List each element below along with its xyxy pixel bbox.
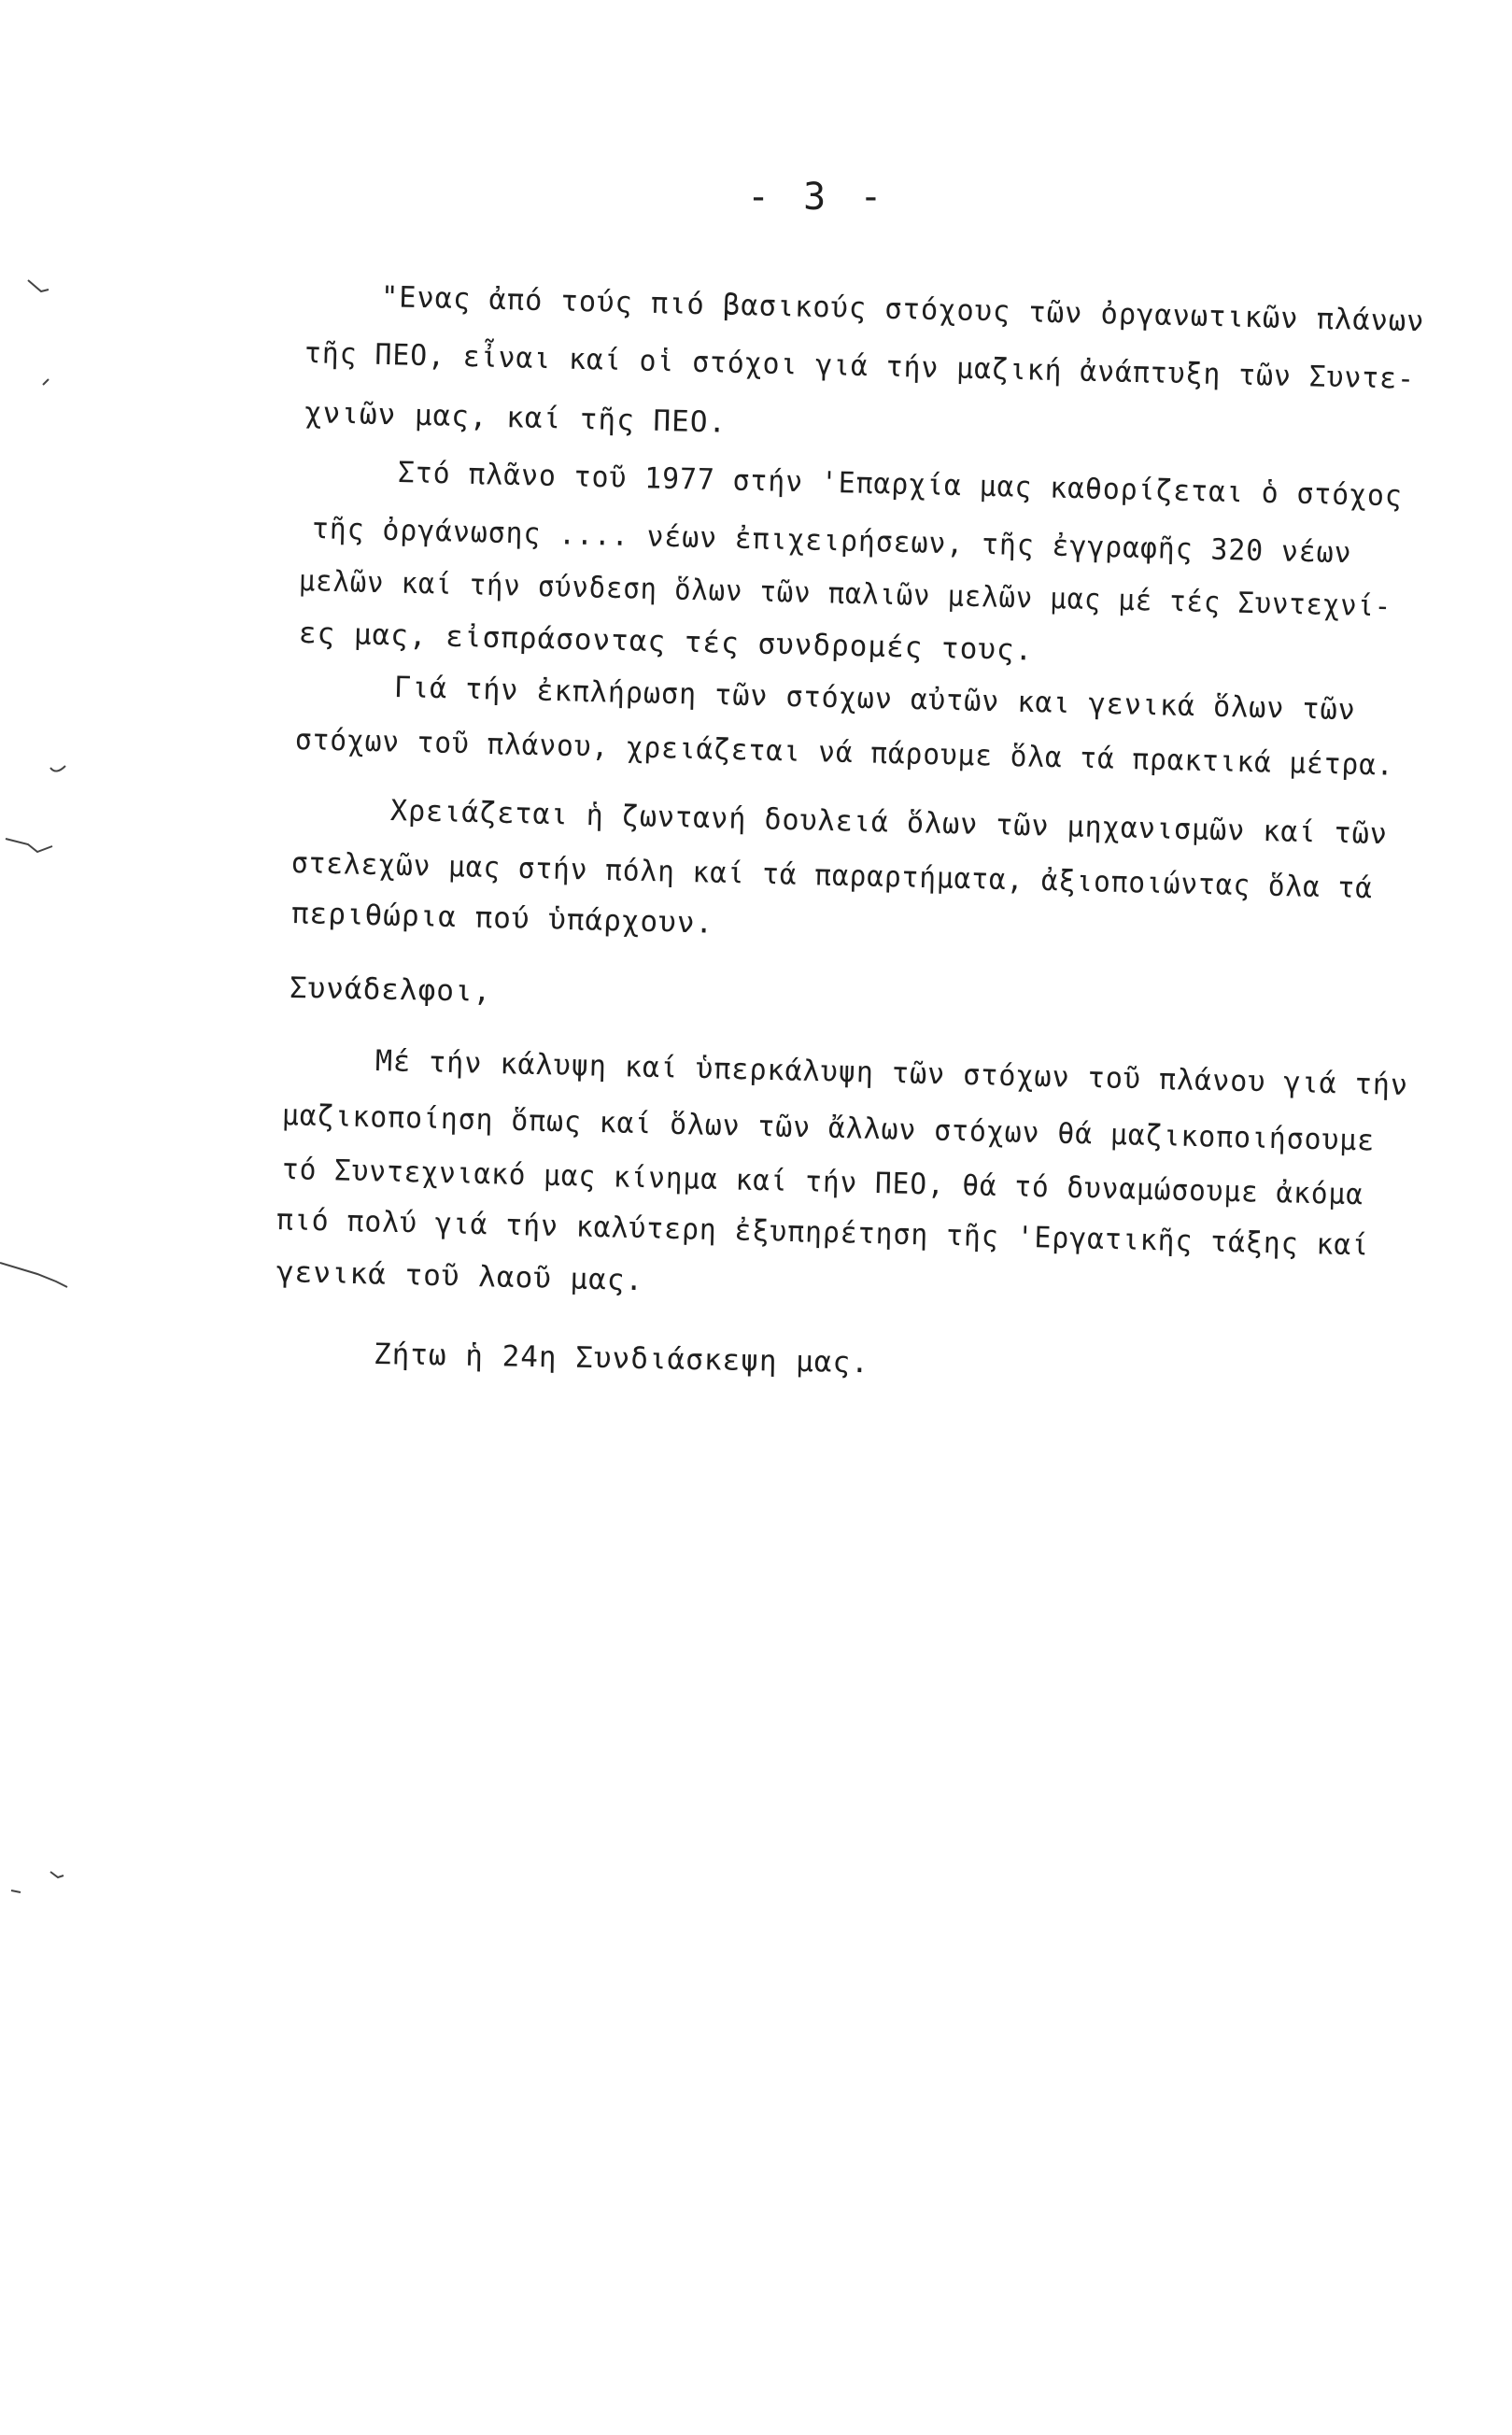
paragraph-4-line-1: Χρειάζεται ἡ ζωντανή δουλειά ὅλων τῶν μηχανισμῶν καί τῶν [389, 794, 1389, 852]
paragraph-5-line-1: Μέ τήν κάλυψη καί ὑπερκάλυψη τῶν στόχων τοῦ πλάνου γιά τήν [374, 1044, 1409, 1103]
paragraph-4-line-2: στελεχῶν μας στήν πόλη καί τά παραρτήματα, ἀξιοποιώντας ὅλα τά [290, 846, 1374, 906]
paragraph-1-line-1: "Ενας ἀπό τούς πιό βασικούς στόχους τῶν ὀργανωτικῶν πλάνων [380, 280, 1425, 339]
paragraph-2-line-4: ες μας, εἰσπράσοντας τές συνδρομές τους. [298, 616, 1034, 668]
paragraph-2-line-3: μελῶν καί τήν σύνδεση ὅλων τῶν παλιῶν μελῶν μας μέ τές Συντεχνί- [298, 564, 1392, 624]
paragraph-5-line-3: τό Συντεχνιακό μας κίνημα καί τήν ΠΕΟ, θά τό δυναμώσουμε ἀκόμα [281, 1153, 1364, 1212]
salutation: Συνάδελφοι, [289, 971, 492, 1009]
paragraph-3-line-1: Γιά τήν ἐκπλήρωση τῶν στόχων αὐτῶν και γενικά ὅλων τῶν [393, 671, 1357, 728]
paragraph-5-line-4: πιό πολύ γιά τήν καλύτερη ἐξυπηρέτηση τῆς 'Εργατικῆς τάξης καί [276, 1203, 1370, 1263]
paragraph-3-line-2: στόχων τοῦ πλάνου, χρειάζεται νά πάρουμε ὅλα τά πρακτικά μέτρα. [294, 723, 1394, 783]
paragraph-2-line-1: Στό πλᾶνο τοῦ 1977 στήν 'Επαρχία μας καθορίζεται ὁ στόχος [397, 456, 1404, 514]
paragraph-2-line-2: τῆς ὀργάνωσης .... νέων ἐπιχειρήσεων, τῆς ἐγγραφῆς 320 νέων [311, 512, 1352, 571]
paragraph-5-line-5: γενικά τοῦ λαοῦ μας. [276, 1255, 644, 1298]
paragraph-5-line-2: μαζικοποίηση ὅπως καί ὅλων τῶν ἄλλων στόχων θά μαζικοποιήσουμε [281, 1098, 1376, 1158]
paragraph-4-line-3: περιθώρια πού ὑπάρχουν. [290, 897, 714, 941]
closing-line: Ζήτω ἡ 24η Συνδιάσκεψη μας. [373, 1338, 870, 1380]
paragraph-1-line-2: τῆς ΠΕΟ, εἶναι καί οἱ στόχοι γιά τήν μαζική ἀνάπτυξη τῶν Συντε- [304, 336, 1416, 397]
page-number: - 3 - [747, 176, 888, 219]
paragraph-1-line-3: χνιῶν μας, καί τῆς ΠΕΟ. [304, 396, 728, 440]
